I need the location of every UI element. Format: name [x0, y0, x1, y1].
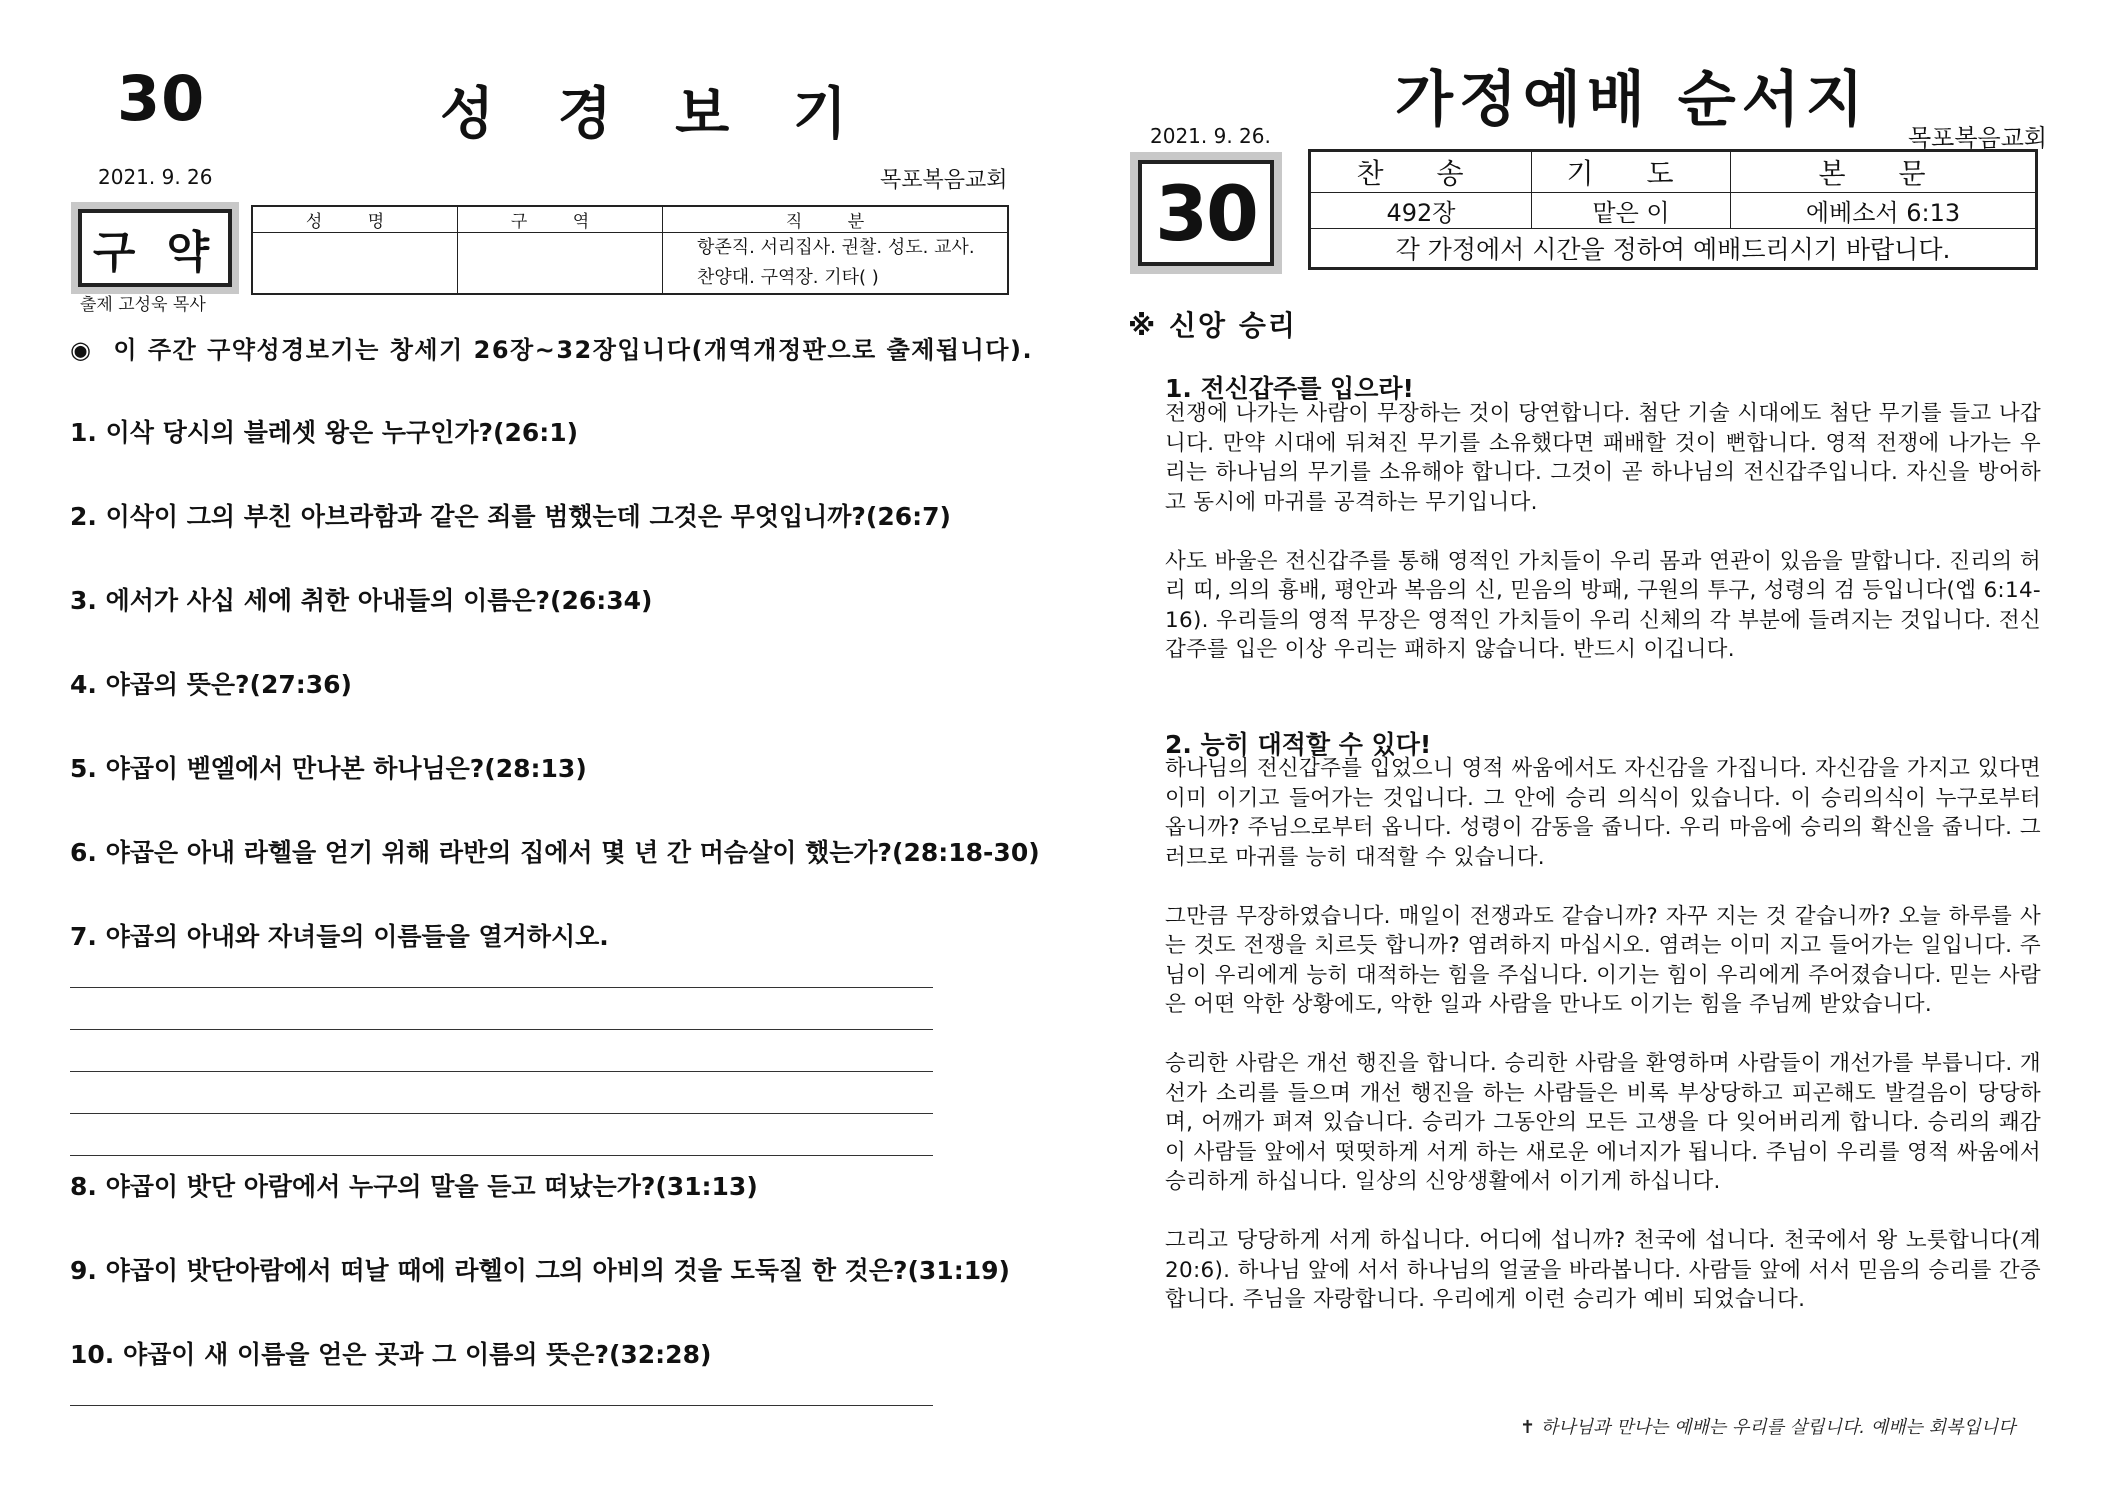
sermon-title: ※ 신앙 승리: [1128, 309, 1297, 342]
prayer-value: 맡은 이: [1532, 193, 1731, 229]
paragraph: 승리한 사람은 개선 행진을 합니다. 승리한 사람을 환영하며 사람들이 개선가를 부릅니다. 개선가 소리를 들으며 개선 행진을 하는 사람들은 비록 부상당하고 피곤해도 발걸음이 당당하며, 어깨가 펴져 있습니다. 승리가 그동안의 모든 고생을 다 잊어버리게 합니다. 승리의 쾌감이 사람들 앞에서 떳떳하게 서게 하는 새로운 에너지가 됩니다. 주님이 우리를 영적 싸움에서 승리하게 하십니다. 일상의 신앙생활에서 이기게 하십니다.: [1165, 1051, 2041, 1194]
hymn-header: 찬 송: [1310, 151, 1532, 193]
old-testament-label: 구 약: [78, 209, 232, 287]
right-issue-number: 30: [1138, 160, 1274, 266]
radio-icon: ◉: [70, 336, 91, 364]
paragraph: 그만큼 무장하였습니다. 매일이 전쟁과도 같습니까? 자꾸 지는 것 같습니까? 오늘 하루를 사는 것도 전쟁을 치르듯 합니까? 염려하지 마십시오. 염려는 이미 지고 들어가는 일입니다. 주님이 우리에게 능히 대적하는 힘을 주십니다. 이기는 힘이 우리에게 주어졌습니다. 믿는 사람은 어떤 악한 상황에도, 악한 일과 사람을 만나도 이기는 힘을 주님께 받았습니다.: [1165, 903, 2041, 1017]
left-date: 2021. 9. 26: [98, 165, 213, 189]
scripture-value: 에베소서 6:13: [1731, 193, 2037, 229]
left-church-name: 목포복음교회: [880, 168, 1008, 193]
right-church-name: 목포복음교회: [1908, 124, 2048, 152]
scripture-header: 본 문: [1731, 151, 2037, 193]
intro-line: [70, 330, 1033, 365]
position-header: 직 분: [663, 206, 1009, 233]
sermon-heading-2: 2. 능히 대적할 수 있다!: [1165, 730, 1432, 759]
question-5: 5. 야곱이 벧엘에서 만나본 하나님은?(28:13): [70, 754, 587, 783]
answer-line-1[interactable]: [70, 987, 933, 988]
paragraph: 그리고 당당하게 서게 하십니다. 어디에 섭니까? 천국에 섭니다. 천국에서 왕 노릇합니다(계 20:6). 하나님 앞에 서서 하나님의 얼굴을 바라봅니다. 사람들 앞에 서서 믿음의 승리를 간증합니다. 주님을 자랑합니다. 우리에게 이런 승리가 예비 되었습니다.: [1165, 1228, 2041, 1312]
answer-line-2[interactable]: [70, 1029, 933, 1030]
position-options[interactable]: [663, 233, 1009, 295]
district-header: 구 역: [458, 206, 663, 233]
right-date: 2021. 9. 26.: [1150, 124, 1271, 148]
paragraph: 하나님의 전신갑주를 입었으니 영적 싸움에서도 자신감을 가집니다. 자신감을 가지고 있다면 이미 이기고 들어가는 것입니다. 그 안에 승리 의식이 있습니다. 이 승리의식이 누구로부터 옵니까? 주님으로부터 옵니다. 성령이 감동을 줍니다. 우리 마음에 승리의 확신을 줍니다. 그러므로 마귀를 능히 대적할 수 있습니다.: [1165, 756, 2041, 870]
answer-line-5[interactable]: [70, 1155, 933, 1156]
paragraph: 전쟁에 나가는 사람이 무장하는 것이 당연합니다. 첨단 기술 시대에도 첨단 무기를 들고 나갑니다. 만약 시대에 뒤쳐진 무기를 소유했다면 패배할 것이 뻔합니다. 영적 전쟁에 나가는 우리는 하나님의 무기를 소유해야 합니다. 그것이 곧 하나님의 전신갑주입니다. 자신을 방어하고 동시에 마귀를 공격하는 무기입니다.: [1165, 401, 2041, 515]
name-field[interactable]: [252, 233, 458, 295]
question-8: 8. 야곱이 밧단 아람에서 누구의 말을 듣고 떠났는가?(31:13): [70, 1172, 758, 1201]
question-7: 7. 야곱의 아내와 자녀들의 이름들을 열거하시오.: [70, 922, 609, 951]
sermon-heading-1: 1. 전신갑주를 입으라!: [1165, 374, 1414, 403]
right-page-title: 가정예배 순서지: [1395, 65, 1870, 135]
question-9: 9. 야곱이 밧단아람에서 떠날 때에 라헬이 그의 아비의 것을 도둑질 한 것은?(31:19): [70, 1256, 1010, 1285]
hymn-value: 492장: [1310, 193, 1532, 229]
answer-line-4[interactable]: [70, 1113, 933, 1114]
name-info-table: [251, 205, 1009, 295]
name-header: 성 명: [252, 206, 458, 233]
answer-line-3[interactable]: [70, 1071, 933, 1072]
question-3: 3. 에서가 사십 세에 취한 아내들의 이름은?(26:34): [70, 586, 653, 615]
worship-order-table: [1308, 149, 2038, 270]
left-page-title: 성 경 보 기: [440, 82, 869, 147]
author-credit: 출제 고성욱 목사: [80, 295, 206, 315]
question-2: 2. 이삭이 그의 부친 아브라함과 같은 죄를 범했는데 그것은 무엇입니까?(26:7): [70, 502, 951, 531]
prayer-header: 기 도: [1532, 151, 1731, 193]
left-issue-number: 30: [117, 62, 206, 135]
position-options-line2: 찬양대. 구역장. 기타( ): [697, 267, 879, 288]
district-field[interactable]: [458, 233, 663, 295]
question-4: 4. 야곱의 뜻은?(27:36): [70, 670, 352, 699]
intro-text: 이 주간 구약성경보기는 창세기 26장~32장입니다(개역개정판으로 출제됩니다).: [113, 336, 1034, 364]
position-options-line1: 항존직. 서리집사. 권찰. 성도. 교사.: [697, 237, 975, 258]
paragraph: 사도 바울은 전신갑주를 통해 영적인 가치들이 우리 몸과 연관이 있음을 말합니다. 진리의 허리 띠, 의의 흉배, 평안과 복음의 신, 믿음의 방패, 구원의 투구, 성령의 검 등입니다(엡 6:14-16). 우리들의 영적 무장은 영적인 가치들이 우리 신체의 각 부분에 들려지는 것입니다. 전신갑주를 입은 이상 우리는 패하지 않습니다. 반드시 이깁니다.: [1165, 548, 2041, 662]
footer-motto: ✝ 하나님과 만나는 예배는 우리를 살립니다. 예배는 회복입니다: [1520, 1417, 2016, 1438]
question-1: 1. 이삭 당시의 블레셋 왕은 누구인가?(26:1): [70, 418, 579, 447]
sermon-section-1: [1165, 399, 2041, 665]
question-10: 10. 야곱이 새 이름을 얻은 곳과 그 이름의 뜻은?(32:28): [70, 1340, 712, 1369]
sermon-section-2: [1165, 754, 2041, 1315]
question-6: 6. 야곱은 아내 라헬을 얻기 위해 라반의 집에서 몇 년 간 머슴살이 했는가?(28:18-30): [70, 838, 1040, 867]
worship-note: 각 가정에서 시간을 정하여 예배드리시기 바랍니다.: [1310, 229, 2037, 269]
answer-line-10[interactable]: [70, 1405, 933, 1406]
